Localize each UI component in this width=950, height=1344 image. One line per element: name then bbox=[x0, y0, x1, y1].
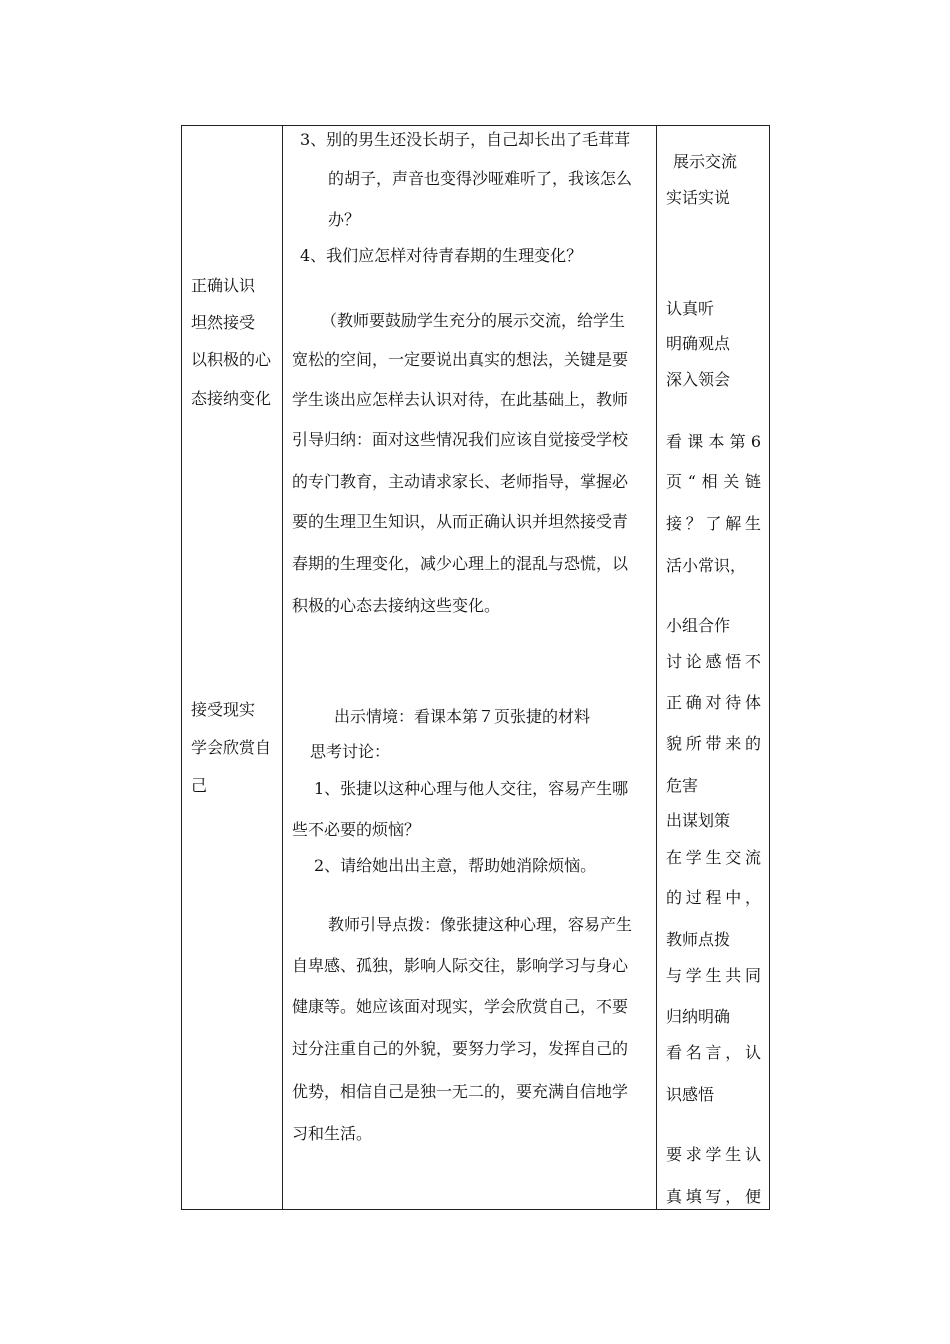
right-text: 教师点拨 bbox=[666, 930, 731, 949]
column-divider-1 bbox=[282, 126, 283, 1209]
middle-text: 优势，相信自己是独一无二的，要充满自信地学 bbox=[292, 1082, 629, 1101]
right-text: 展示交流 bbox=[673, 152, 738, 171]
left-text: 态接纳变化 bbox=[191, 389, 272, 408]
middle-text: 健康等。她应该面对现实，学会欣赏自己，不要 bbox=[292, 997, 629, 1016]
left-text: 坦然接受 bbox=[191, 313, 256, 332]
middle-text: 4、我们应怎样对待青春期的生理变化？ bbox=[300, 246, 583, 265]
middle-text: 引导归纳：面对这些情况我们应该自觉接受学校 bbox=[292, 430, 629, 449]
middle-text: 出示情境：看课本第７页张捷的材料 bbox=[334, 707, 591, 726]
middle-text: 教师引导点拨：像张捷这种心理，容易产生 bbox=[328, 915, 633, 934]
middle-text: 3、别的男生还没长胡子，自己却长出了毛茸茸 bbox=[300, 130, 631, 149]
right-text: 小组合作 bbox=[666, 616, 731, 635]
right-text: 深入领会 bbox=[666, 370, 731, 389]
middle-text: 要的生理卫生知识，从而正确认识并坦然接受青 bbox=[292, 512, 629, 531]
right-text: 页 “ 相 关 链 bbox=[666, 472, 761, 491]
right-text: 明确观点 bbox=[666, 334, 731, 353]
right-text: 看 名 言 ， 认 bbox=[666, 1043, 761, 1062]
column-divider-2 bbox=[656, 126, 657, 1209]
middle-text: 办？ bbox=[328, 210, 361, 229]
middle-text: 2、请给她出出主意，帮助她消除烦恼。 bbox=[314, 856, 597, 875]
middle-text: 些不必要的烦恼？ bbox=[292, 820, 421, 839]
right-text: 在 学 生 交 流 bbox=[666, 848, 761, 867]
right-text: 看 课 本 第 6 bbox=[666, 432, 761, 451]
right-text: 实话实说 bbox=[666, 188, 731, 207]
middle-text: 学生谈出应怎样去认识对待，在此基础上，教师 bbox=[292, 390, 629, 409]
left-text: 己 bbox=[191, 776, 208, 795]
right-text: 识感悟 bbox=[666, 1085, 715, 1104]
right-text: 危害 bbox=[666, 776, 699, 795]
middle-text: 宽松的空间，一定要说出真实的想法，关键是要 bbox=[292, 350, 629, 369]
right-text: 的 过 程 中 ， bbox=[666, 888, 761, 907]
middle-text: 1、张捷以这种心理与他人交往，容易产生哪 bbox=[314, 779, 629, 798]
right-text: 出谋划策 bbox=[666, 811, 731, 830]
middle-text: 思考讨论： bbox=[310, 742, 391, 761]
right-text: 真 填 写 ， 便 bbox=[666, 1187, 761, 1206]
left-text: 正确认识 bbox=[191, 276, 256, 295]
right-text: 归纳明确 bbox=[666, 1007, 731, 1026]
middle-text: 的胡子，声音也变得沙哑难听了，我该怎么 bbox=[328, 169, 633, 188]
middle-text: 春期的生理变化，减少心理上的混乱与恐慌，以 bbox=[292, 554, 629, 573]
left-text: 学会欣赏自 bbox=[191, 738, 272, 757]
right-text: 接 ？ 了 解 生 bbox=[666, 514, 761, 533]
middle-text: （教师要鼓励学生充分的展示交流，给学生 bbox=[321, 311, 626, 330]
right-text: 貌 所 带 来 的 bbox=[666, 734, 761, 753]
middle-text: 自卑感、孤独，影响人际交往，影响学习与身心 bbox=[292, 956, 629, 975]
left-text: 接受现实 bbox=[191, 700, 256, 719]
middle-text: 的专门教育，主动请求家长、老师指导，掌握必 bbox=[292, 472, 629, 491]
left-text: 以积极的心 bbox=[191, 350, 272, 369]
right-text: 要 求 学 生 认 bbox=[666, 1145, 761, 1164]
right-text: 认真听 bbox=[666, 299, 715, 318]
right-text: 活小常识， bbox=[666, 556, 747, 575]
right-text: 与 学 生 共 同 bbox=[666, 966, 761, 985]
right-text: 正 确 对 待 体 bbox=[666, 693, 761, 712]
middle-text: 过分注重自己的外貌，要努力学习，发挥自己的 bbox=[292, 1039, 629, 1058]
middle-text: 习和生活。 bbox=[292, 1124, 373, 1143]
middle-text: 积极的心态去接纳这些变化。 bbox=[292, 596, 501, 615]
right-text: 讨 论 感 悟 不 bbox=[666, 652, 761, 671]
